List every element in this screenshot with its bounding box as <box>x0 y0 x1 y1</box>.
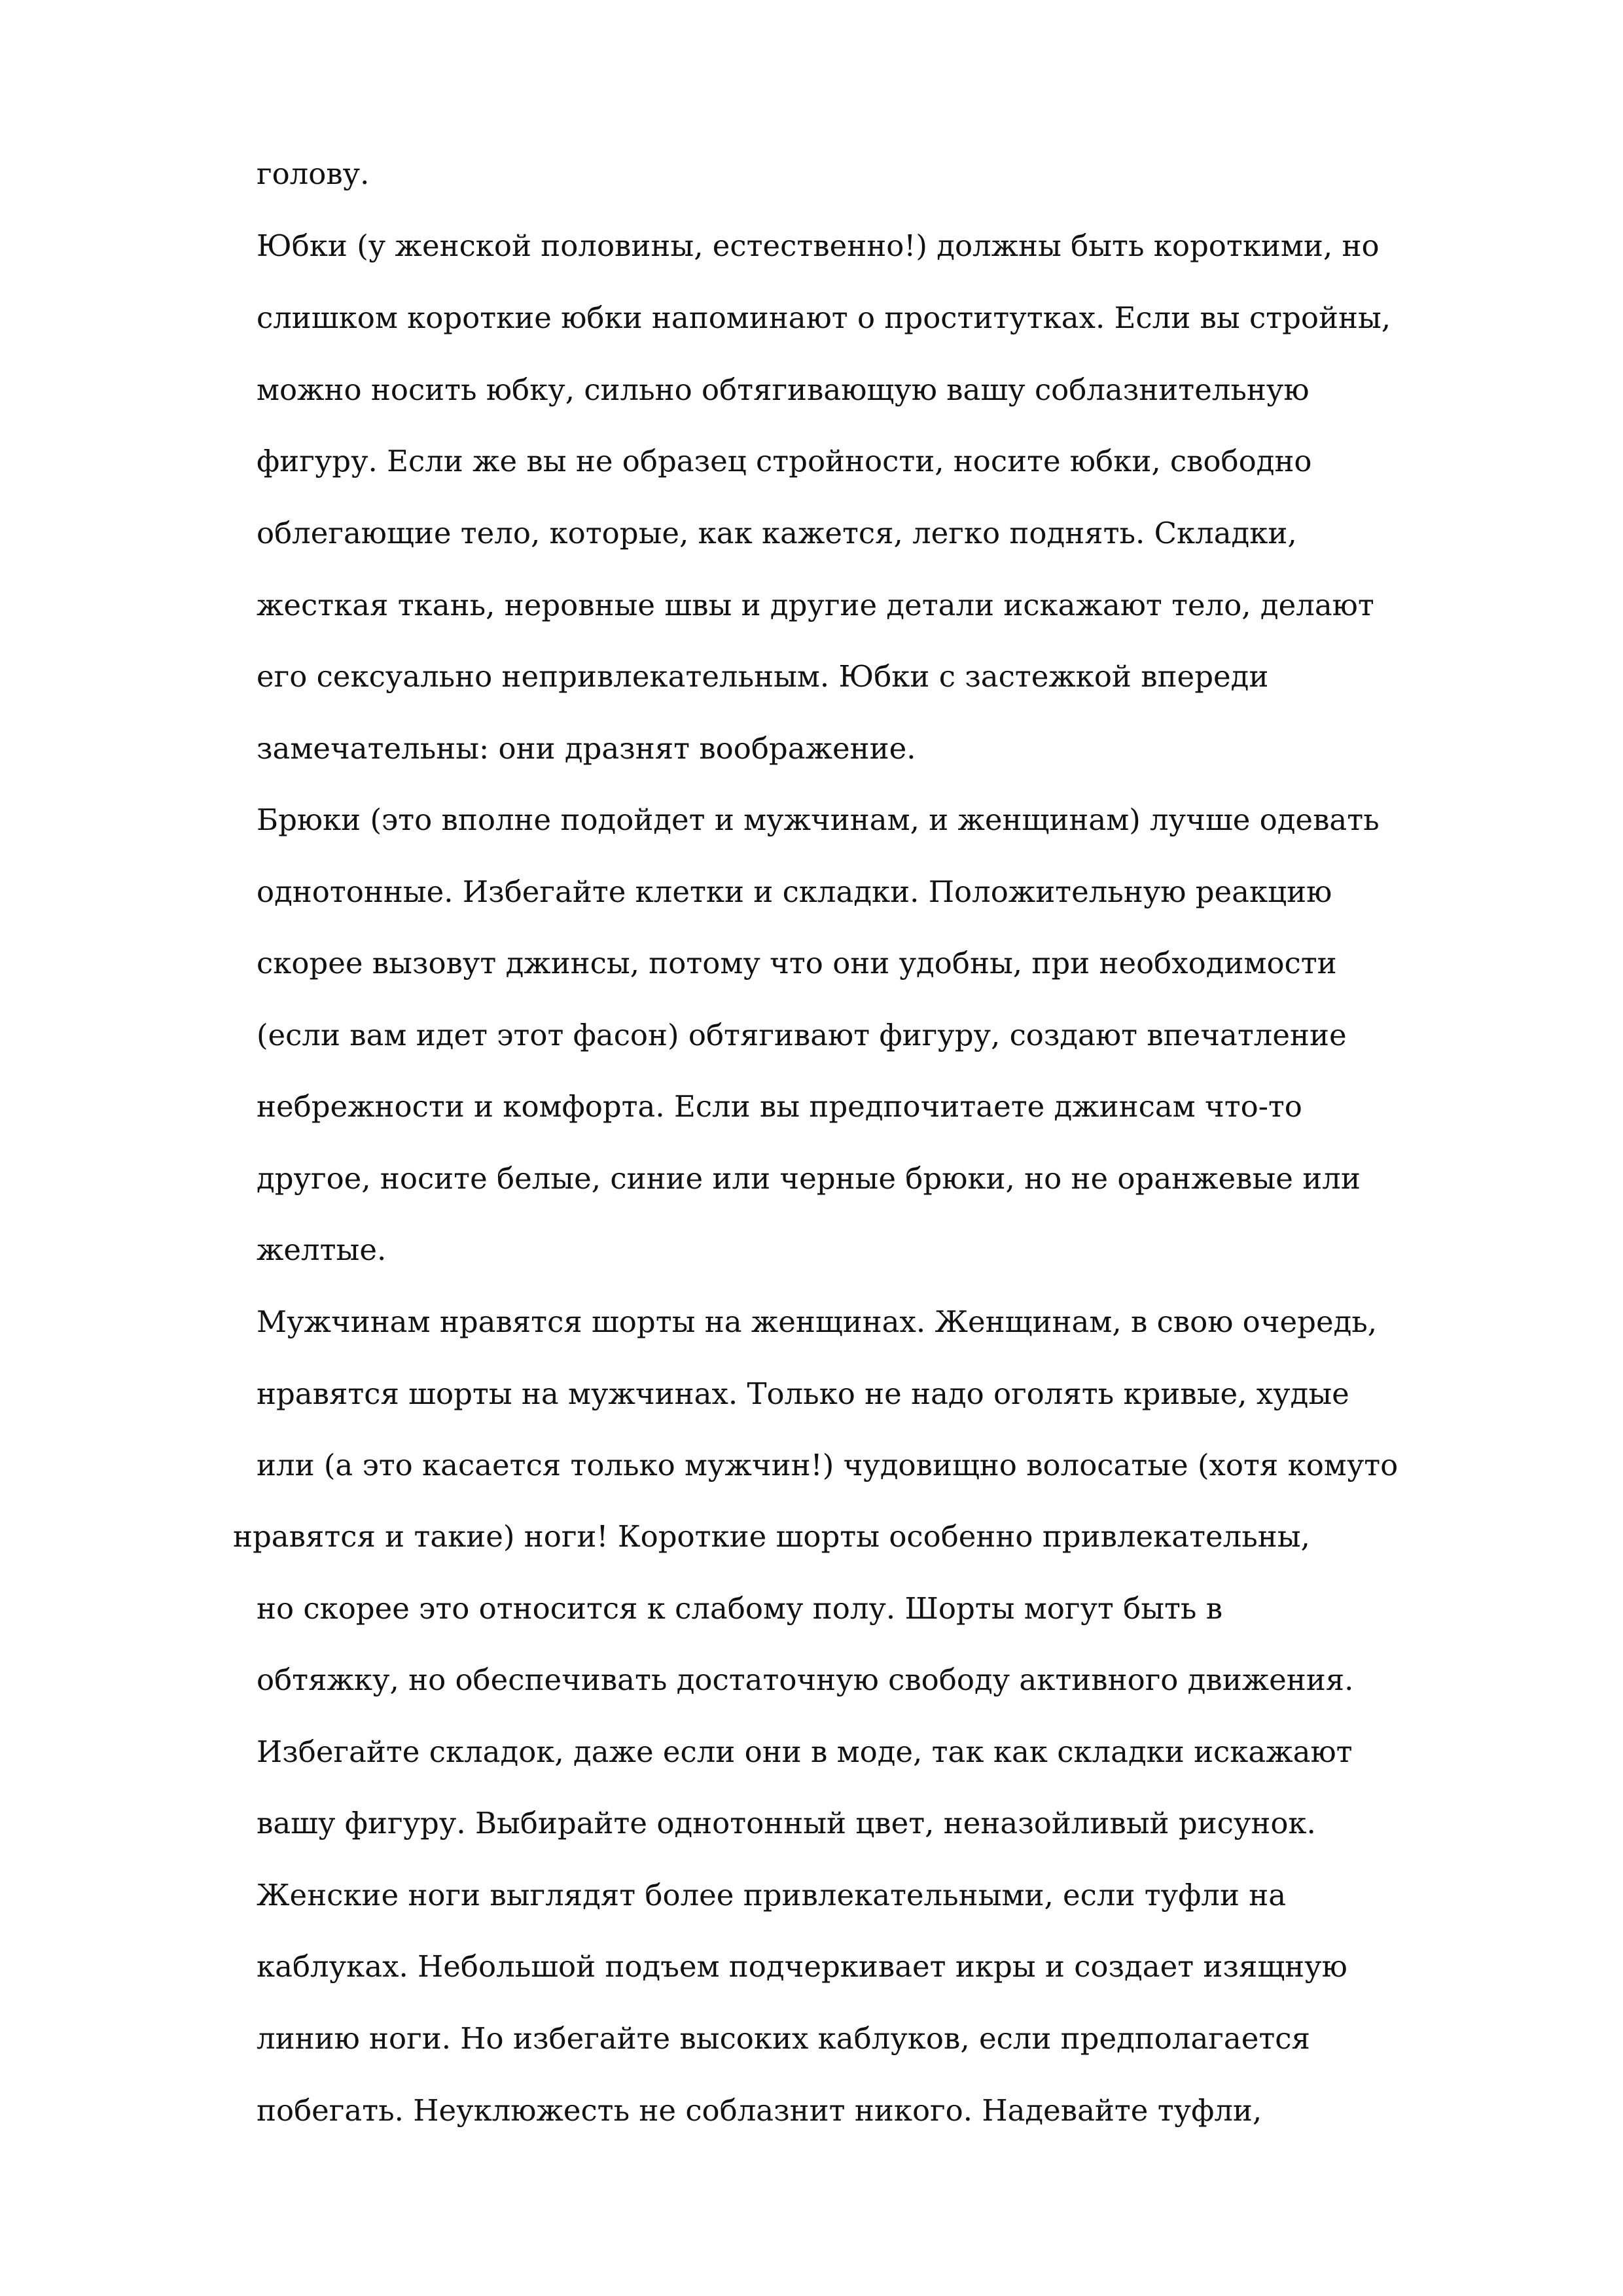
text-line: облегающие тело, которые, как кажется, легко поднять. Складки, <box>257 516 1297 550</box>
text-line: жесткая ткань, неровные швы и другие детали искажают тело, делают <box>257 588 1374 622</box>
text-line: (если вам идет этот фасон) обтягивают фигуру, создают впечатление <box>257 1018 1347 1052</box>
text-line: фигуру. Если же вы не образец стройности, носите юбки, свободно <box>257 444 1312 478</box>
text-line: но скорее это относится к слабому полу. Шорты могут быть в <box>257 1591 1223 1626</box>
text-line: Брюки (это вполне подойдет и мужчинам, и женщинам) лучше одевать <box>257 802 1380 837</box>
text-line: скорее вызовут джинсы, потому что они удобны, при необходимости <box>257 946 1337 980</box>
text-line: Юбки (у женской половины, естественно!) должны быть короткими, но <box>257 228 1380 263</box>
text-line: линию ноги. Но избегайте высоких каблуков, если предполагается <box>257 2021 1310 2056</box>
text-line: голову. <box>257 156 370 191</box>
text-line: желтые. <box>257 1232 387 1267</box>
text-line: Мужчинам нравятся шорты на женщинах. Женщинам, в свою очередь, <box>257 1304 1378 1339</box>
text-line: обтяжку, но обеспечивать достаточную свободу активного движения. <box>257 1662 1354 1697</box>
text-line: Женские ноги выглядят более привлекательными, если туфли на <box>257 1878 1287 1912</box>
text-line: или (а это касается только мужчин!) чудовищно волосатые (хотя комуто <box>257 1448 1399 1482</box>
text-line: нравятся шорты на мужчинах. Только не надо оголять кривые, худые <box>257 1376 1349 1411</box>
text-line: другое, носите белые, синие или черные брюки, но не оранжевые или <box>257 1161 1361 1196</box>
text-line: небрежности и комфорта. Если вы предпочитаете джинсам что-то <box>257 1089 1302 1124</box>
text-line: можно носить юбку, сильно обтягивающую вашу соблазнительную <box>257 372 1310 407</box>
text-line: слишком короткие юбки напоминают о проститутках. Если вы стройны, <box>257 300 1391 335</box>
text-line: нравятся и такие) ноги! Короткие шорты особенно привлекательны, <box>233 1519 1310 1554</box>
text-line: замечательны: они дразнят воображение. <box>257 731 916 766</box>
text-line: его сексуально непривлекательным. Юбки с застежкой впереди <box>257 659 1269 694</box>
text-line: побегать. Неуклюжесть не соблазнит никого. Надевайте туфли, <box>257 2093 1262 2128</box>
text-line: каблуках. Небольшой подъем подчеркивает икры и создает изящную <box>257 1949 1347 1984</box>
text-line: однотонные. Избегайте клетки и складки. Положительную реакцию <box>257 874 1332 909</box>
text-line: Избегайте складок, даже если они в моде, так как складки искажают <box>257 1734 1353 1769</box>
text-line: вашу фигуру. Выбирайте однотонный цвет, неназойливый рисунок. <box>257 1806 1316 1840</box>
